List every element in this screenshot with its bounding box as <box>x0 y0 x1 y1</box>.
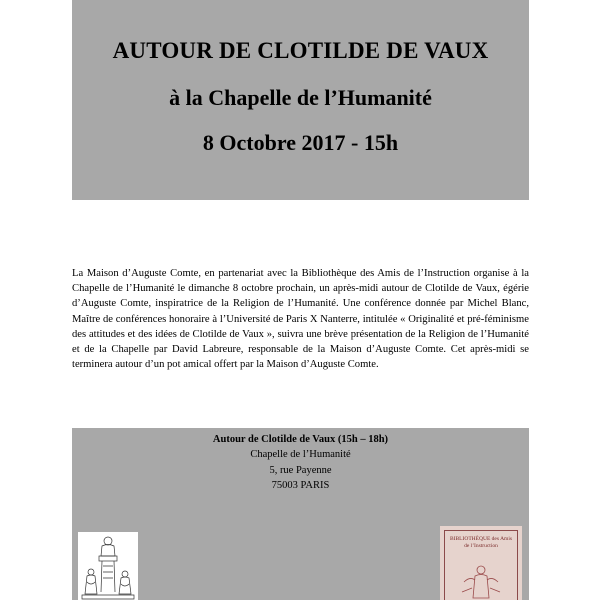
city-postcode: 75003 PARIS <box>271 479 330 491</box>
description-panel <box>72 216 529 412</box>
street-address: 5, rue Payenne <box>269 464 332 476</box>
monument-illustration <box>78 532 138 600</box>
event-date: 8 Octobre 2017 - 15h <box>202 130 399 155</box>
cover-ornament-icon <box>458 562 504 600</box>
monument-icon <box>78 532 138 600</box>
address-block <box>72 432 529 493</box>
event-subtitle: à la Chapelle de l’Humanité <box>169 85 432 110</box>
book-cover-illustration <box>440 526 522 600</box>
event-title: AUTOUR DE CLOTILDE DE VAUX <box>112 38 489 63</box>
description-paragraph: La Maison d’Auguste Comte, en partenariat avec la Bibliothèque des Amis de l’Instruction organise à la Chapelle de l’Humanité le dimanche 8 octobre prochain, un après-midi autour de Clotilde de Vaux, égérie d’Auguste Comte, inspiratrice de la Religion de l’Humanité. Une conférence donnée par Michel Blanc, Maître de conférences honoraire à l’Université de Paris X Nanterre, intitulée « Originalité et pré-féminisme des attitudes et des idées de Clotilde de Vaux », suivra une brève présentation de la Religion de l’Humanité et de la Chapelle par David Labreure, responsable de la Maison d’Auguste Comte. Cet après-midi se terminera autour d’un pot amical offert par la Maison d’Auguste Comte. <box>72 268 529 371</box>
header-panel <box>72 0 529 200</box>
event-time-line: Autour de Clotilde de Vaux (15h – 18h) <box>212 434 389 445</box>
venue-name: Chapelle de l’Humanité <box>250 449 351 461</box>
cover-lettering: BIBLIOTHÈQUE des Amis de l’Instruction <box>449 536 513 549</box>
